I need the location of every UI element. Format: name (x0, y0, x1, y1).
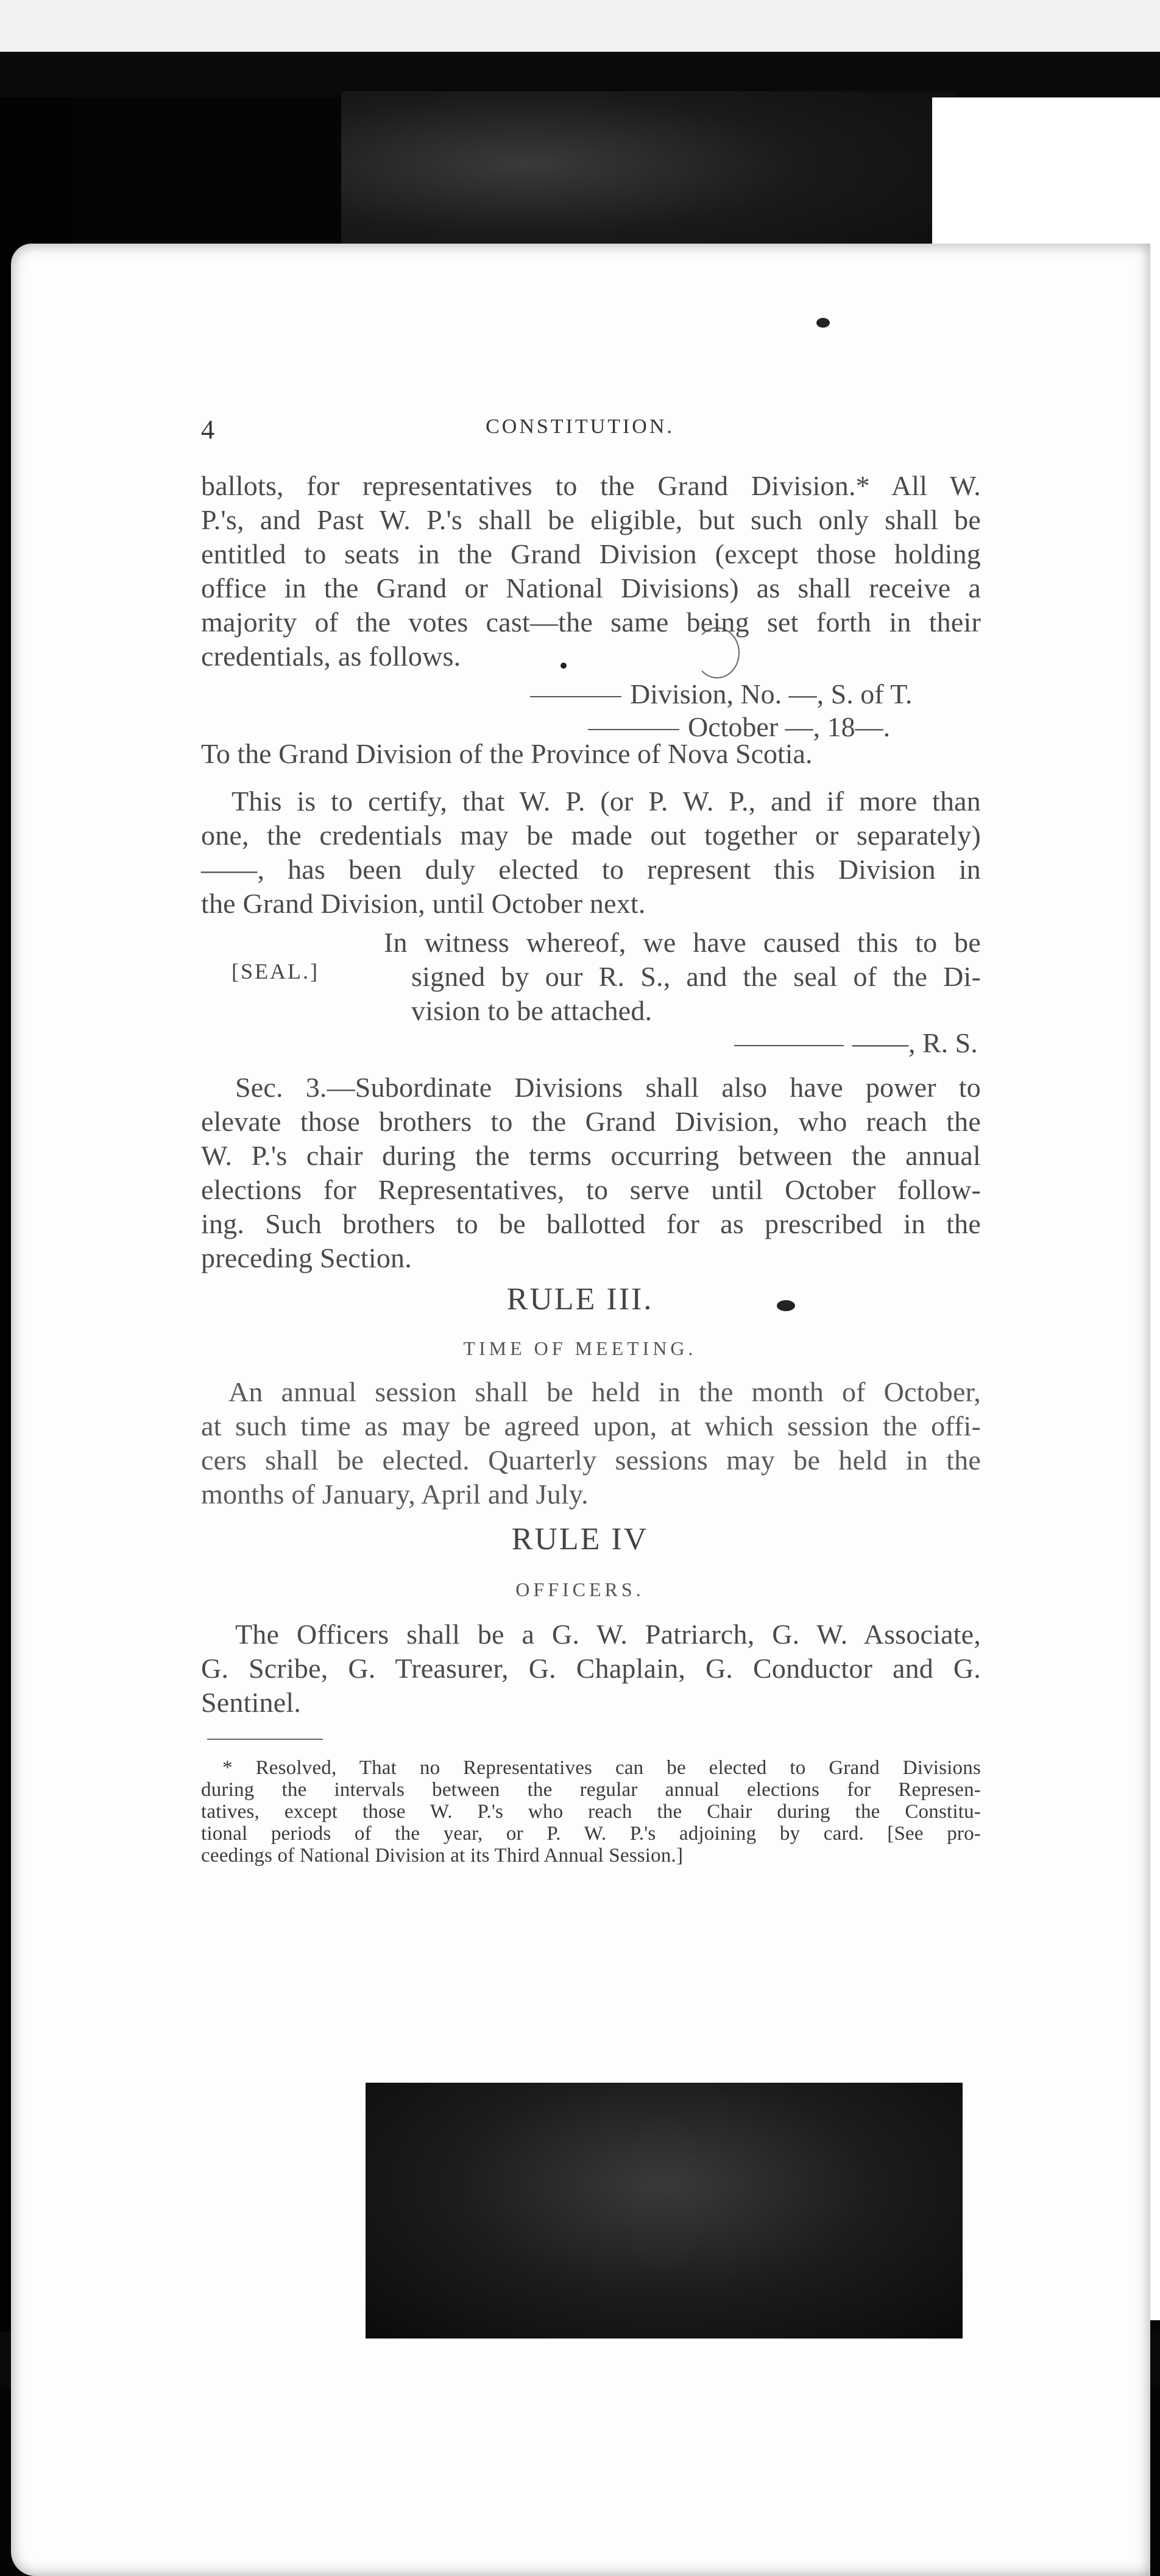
rule-4-subheading: OFFICERS. (515, 1578, 645, 1600)
text-line: at such time as may be agreed upon, at which session the offi- (201, 1410, 981, 1441)
text-line: vision to be attached. (411, 995, 652, 1026)
page-number: 4 (201, 415, 214, 445)
text-line: elevate those brothers to the Grand Division, who reach the (201, 1106, 981, 1137)
footnote-line: ceedings of National Division at its Third Annual Session.] (201, 1845, 684, 1867)
footnote-rule (207, 1739, 323, 1740)
footnote-line: tional periods of the year, or P. W. P.'s adjoining by card. [See pro- (201, 1823, 981, 1845)
form-address: To the Grand Division of the Province of Nova Scotia. (201, 738, 813, 769)
text-line: G. Scribe, G. Treasurer, G. Chaplain, G. Conductor and G. (201, 1653, 981, 1684)
text-line: credentials, as follows. (201, 641, 461, 672)
text-line: elections for Representatives, to serve until October follow- (201, 1174, 981, 1205)
text-line: In witness whereof, we have caused this to be (384, 927, 981, 958)
text-line: P.'s, and Past W. P.'s shall be eligible, but such only shall be (201, 504, 981, 535)
ink-smudge (816, 318, 830, 328)
text-line: office in the Grand or National Divisions) as shall receive a (201, 572, 981, 604)
witness-clause (384, 926, 981, 1028)
scan-dark-band-top (0, 52, 1160, 97)
form-division-line: Division, No. —, S. of T. (530, 677, 912, 711)
text-line: months of January, April and July. (201, 1479, 589, 1510)
text-line: This is to certify, that W. P. (or P. W. P., and if more than (232, 786, 981, 817)
text-line: W. P.'s chair during the terms occurring between the annual (201, 1140, 981, 1171)
footnote-line: during the intervals between the regular annual elections for Represen- (201, 1779, 981, 1801)
rule-3-body (201, 1375, 981, 1511)
rule-4-body (201, 1617, 981, 1720)
text-line: Sentinel. (201, 1687, 302, 1718)
text-line: cers shall be elected. Quarterly sessions may be held in the (201, 1445, 981, 1476)
rule-4-heading: RULE IV (511, 1522, 649, 1557)
text-line: The Officers shall be a G. W. Patriarch, G. W. Associate, (235, 1619, 981, 1650)
text-line: preceding Section. (201, 1242, 412, 1273)
rule-3-subheading: TIME OF MEETING. (463, 1337, 697, 1359)
footnote-line: tatives, except those W. P.'s who reach the Chair during the Constitu- (201, 1801, 981, 1823)
text-line: signed by our R. S., and the seal of the Di- (411, 961, 981, 992)
footnote (201, 1757, 981, 1867)
text-line: entitled to seats in the Grand Division (except those holding (201, 538, 981, 569)
footnote-line: * Resolved, That no Representatives can be elected to Grand Divisions (222, 1757, 981, 1779)
text-line: majority of the votes cast—the same being set forth in their (201, 607, 981, 638)
paragraph-section-3 (201, 1071, 981, 1275)
text-line: ——, has been duly elected to represent this Division in (201, 854, 981, 885)
paragraph-certify (201, 784, 981, 921)
text-line: one, the credentials may be made out together or separately) (201, 820, 981, 851)
scan-top-margin (0, 0, 1160, 52)
text-line: ing. Such brothers to be ballotted for as prescribed in the (201, 1208, 981, 1239)
text-line: ballots, for representatives to the Grand Division.* All W. (201, 470, 981, 501)
text-line: the Grand Division, until October next. (201, 888, 646, 919)
form-date-line: October —, 18—. (588, 710, 890, 744)
rule-3-heading: RULE III. (506, 1282, 654, 1317)
running-head: CONSTITUTION. (486, 415, 674, 438)
paragraph-ballots (201, 469, 981, 674)
signature-line: ——, R. S. (734, 1026, 978, 1060)
text-line: Sec. 3.—Subordinate Divisions shall also have power to (235, 1072, 981, 1103)
seal-mark: [SEAL.] (232, 959, 319, 984)
fabric-background-under-page (366, 2083, 963, 2338)
text-line: An annual session shall be held in the month of October, (228, 1376, 981, 1407)
